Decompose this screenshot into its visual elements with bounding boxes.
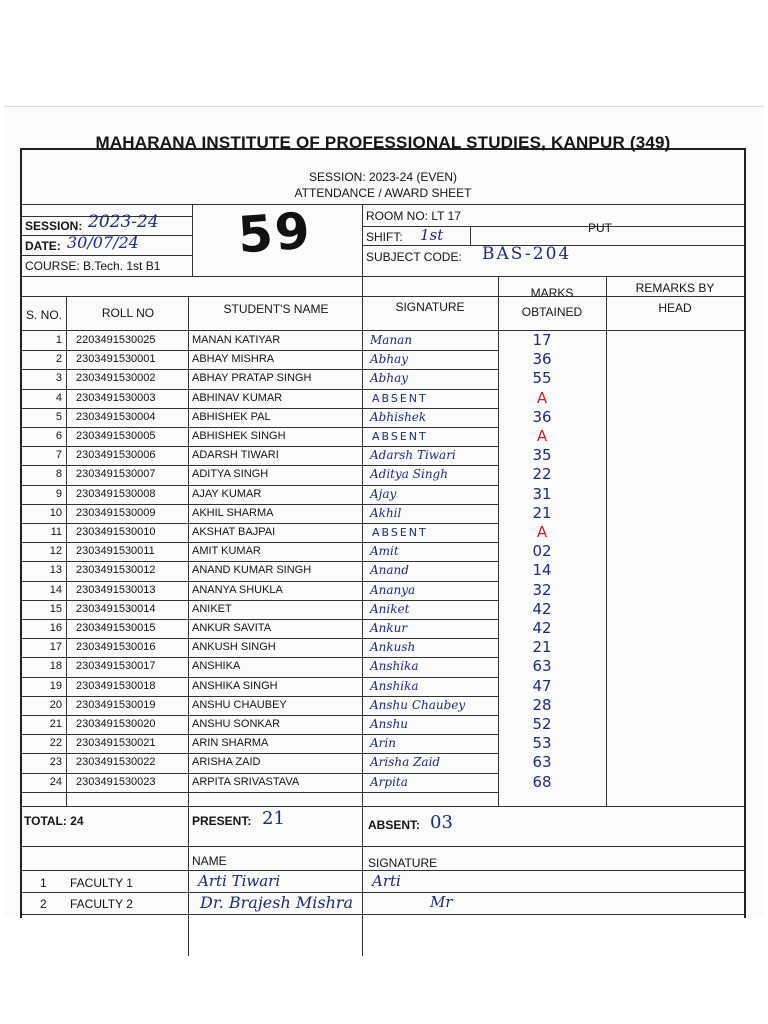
student-name: ANSHIKA <box>192 660 241 672</box>
marks-obtained: 31 <box>532 485 552 503</box>
session-line: SESSION: 2023-24 (EVEN) <box>308 170 458 184</box>
marks-obtained: 52 <box>532 715 552 733</box>
rule <box>470 226 471 246</box>
marks-obtained: 21 <box>532 638 552 656</box>
student-signature: ABSENT <box>372 392 428 405</box>
col-obtained: OBTAINED <box>521 305 583 319</box>
roll-number: 2303491530021 <box>76 737 156 749</box>
marks-obtained: 36 <box>532 350 552 368</box>
student-name: ABHAY PRATAP SINGH <box>192 372 312 384</box>
serial-number: 9 <box>55 488 62 500</box>
student-signature: Arin <box>370 736 396 750</box>
marks-obtained: 42 <box>532 619 552 637</box>
faculty-sno: 2 <box>40 897 47 911</box>
rule <box>362 276 363 956</box>
student-name: ABHISHEK PAL <box>192 411 271 423</box>
roll-number: 2303491530004 <box>76 411 156 423</box>
serial-number: 1 <box>55 334 62 346</box>
student-signature: Manan <box>370 333 413 347</box>
student-name: ANKUR SAVITA <box>192 622 272 634</box>
student-name: ANKUSH SINGH <box>192 641 276 653</box>
serial-number: 13 <box>49 564 62 576</box>
roll-number: 2303491530023 <box>76 776 156 788</box>
student-signature: Abhay <box>370 371 409 385</box>
roll-number: 2303491530016 <box>76 641 156 653</box>
student-name: AKHIL SHARMA <box>192 507 274 519</box>
student-signature: Anshika <box>370 679 419 693</box>
shift-value: 1st <box>420 226 444 244</box>
roll-number: 2303491530007 <box>76 468 156 480</box>
marks-obtained: 14 <box>532 561 552 579</box>
student-signature: Abhay <box>370 352 409 366</box>
present-value: 21 <box>262 808 285 829</box>
student-signature: Ajay <box>370 487 397 501</box>
rule <box>498 276 499 806</box>
roll-number: 2303491530014 <box>76 603 156 615</box>
student-signature: Anshu <box>370 717 409 731</box>
rule <box>22 276 744 277</box>
marks-obtained: 42 <box>532 600 552 618</box>
roll-number: 2303491530001 <box>76 353 156 365</box>
subject-code-value: BAS-204 <box>482 244 572 264</box>
roll-number: 2303491530022 <box>76 756 156 768</box>
roll-number: 2303491530002 <box>76 372 156 384</box>
student-signature: Arisha Zaid <box>370 755 441 769</box>
marks-obtained: 35 <box>532 446 552 464</box>
faculty-sno: 1 <box>40 876 47 890</box>
student-name: ARISHA ZAID <box>192 756 261 768</box>
roll-number: 2303491530012 <box>76 564 156 576</box>
date-value: 30/07/24 <box>67 233 139 252</box>
serial-number: 8 <box>55 468 62 480</box>
roll-number: 2303491530005 <box>76 430 156 442</box>
serial-number: 14 <box>49 584 62 596</box>
student-name: ANSHU SONKAR <box>192 718 281 730</box>
student-name: MANAN KATIYAR <box>192 334 281 346</box>
student-name: ANIKET <box>192 603 232 615</box>
student-signature: Abhishek <box>370 410 427 424</box>
rule <box>22 914 744 915</box>
absent-value: 03 <box>430 812 453 833</box>
faculty-signature: Arti <box>372 872 401 890</box>
serial-number: 22 <box>49 737 62 749</box>
absent-label: ABSENT: <box>368 818 421 832</box>
serial-number: 12 <box>49 545 62 557</box>
rule <box>66 296 67 806</box>
marks-obtained: 53 <box>532 734 552 752</box>
serial-number: 15 <box>49 603 62 615</box>
course-label: COURSE: B.Tech. 1st B1 <box>25 259 161 273</box>
serial-number: 4 <box>55 392 62 404</box>
student-signature: Akhil <box>370 506 402 520</box>
rule <box>22 846 744 847</box>
marks-obtained: 02 <box>532 542 552 560</box>
col-name: STUDENT'S NAME <box>223 302 329 316</box>
col-signature: SIGNATURE <box>395 300 465 314</box>
student-signature: Aditya Singh <box>370 467 448 481</box>
roll-number: 2303491530015 <box>76 622 156 634</box>
rule <box>22 892 744 893</box>
serial-number: 23 <box>49 756 62 768</box>
student-name: ADITYA SINGH <box>192 468 269 480</box>
student-name: ANAND KUMAR SINGH <box>192 564 312 576</box>
subject-code-label: SUBJECT CODE: <box>366 250 462 264</box>
roll-number: 2203491530025 <box>76 334 156 346</box>
student-signature: Ankur <box>370 621 408 635</box>
roll-number: 2303491530003 <box>76 392 156 404</box>
rule <box>22 870 744 871</box>
serial-number: 19 <box>49 680 62 692</box>
rule <box>606 276 607 806</box>
student-signature: Amit <box>370 544 399 558</box>
put-label: PUT <box>588 221 612 235</box>
col-marks: MARKS <box>530 286 574 300</box>
serial-number: 10 <box>49 507 62 519</box>
student-signature: Ankush <box>370 640 416 654</box>
shift-label: SHIFT: <box>366 230 403 244</box>
rule <box>192 204 193 276</box>
student-name: AKSHAT BAJPAI <box>192 526 276 538</box>
present-label: PRESENT: <box>192 814 252 828</box>
faculty-label: FACULTY 1 <box>70 876 133 890</box>
date-label: DATE: <box>25 239 61 253</box>
roll-number: 2303491530019 <box>76 699 156 711</box>
serial-number: 18 <box>49 660 62 672</box>
marks-obtained: A <box>536 523 548 541</box>
serial-number: 11 <box>50 526 62 538</box>
total-count: TOTAL: 24 <box>24 814 84 828</box>
row-rule <box>22 792 498 793</box>
marks-obtained: 63 <box>532 753 552 771</box>
student-signature: Anshika <box>370 659 419 673</box>
marks-obtained: 21 <box>532 504 552 522</box>
serial-number: 24 <box>49 776 62 788</box>
student-name: ANSHU CHAUBEY <box>192 699 287 711</box>
marks-obtained: A <box>536 389 548 407</box>
faculty-signature-header: SIGNATURE <box>368 856 438 870</box>
rule <box>22 806 744 807</box>
faculty-name-header: NAME <box>192 854 227 868</box>
rule <box>22 255 192 256</box>
student-name: ANANYA SHUKLA <box>192 584 283 596</box>
faculty-name: Arti Tiwari <box>198 872 281 890</box>
student-name: AJAY KUMAR <box>192 488 262 500</box>
session-label: SESSION: <box>25 219 83 233</box>
student-signature: Aniket <box>370 602 410 616</box>
serial-number: 20 <box>49 699 62 711</box>
col-remarks: REMARKS BY <box>635 281 715 295</box>
marks-obtained: 63 <box>532 657 552 675</box>
sheet-type: ATTENDANCE / AWARD SHEET <box>294 186 472 200</box>
serial-number: 16 <box>49 622 62 634</box>
roll-number: 2303491530011 <box>76 545 155 557</box>
marks-obtained: 17 <box>532 331 552 349</box>
rule <box>22 204 744 205</box>
rule <box>362 204 363 276</box>
student-name: ANSHIKA SINGH <box>192 680 278 692</box>
serial-number: 5 <box>55 411 62 423</box>
student-name: ABHISHEK SINGH <box>192 430 286 442</box>
serial-number: 17 <box>49 641 62 653</box>
room-label: ROOM NO: LT 17 <box>366 209 461 223</box>
serial-number: 21 <box>49 718 62 730</box>
roll-number: 2303491530009 <box>76 507 156 519</box>
student-signature: Arpita <box>370 775 408 789</box>
serial-number: 6 <box>55 430 62 442</box>
marks-obtained: 68 <box>532 773 552 791</box>
faculty-label: FACULTY 2 <box>70 897 133 911</box>
handwritten-number: 59 <box>236 201 314 265</box>
session-value: 2023-24 <box>88 212 159 232</box>
student-name: ABHAY MISHRA <box>192 353 275 365</box>
serial-number: 3 <box>55 372 62 384</box>
marks-obtained: A <box>536 427 548 445</box>
marks-obtained: 32 <box>532 581 552 599</box>
roll-number: 2303491530020 <box>76 718 156 730</box>
roll-number: 2303491530008 <box>76 488 156 500</box>
serial-number: 2 <box>55 353 62 365</box>
roll-number: 2303491530010 <box>76 526 156 538</box>
student-name: ARPITA SRIVASTAVA <box>192 776 300 788</box>
marks-obtained: 47 <box>532 677 552 695</box>
student-signature: Ananya <box>370 583 416 597</box>
student-name: AMIT KUMAR <box>192 545 261 557</box>
marks-obtained: 22 <box>532 465 552 483</box>
roll-number: 2303491530013 <box>76 584 156 596</box>
student-name: ADARSH TIWARI <box>192 449 279 461</box>
serial-number: 7 <box>55 449 62 461</box>
roll-number: 2303491530017 <box>76 660 156 672</box>
marks-obtained: 36 <box>532 408 552 426</box>
rule <box>22 296 744 297</box>
student-name: ARIN SHARMA <box>192 737 269 749</box>
roll-number: 2303491530018 <box>76 680 156 692</box>
roll-number: 2303491530006 <box>76 449 156 461</box>
rule <box>188 296 189 956</box>
student-name: ABHINAV KUMAR <box>192 392 283 404</box>
student-signature: ABSENT <box>372 430 428 443</box>
faculty-name: Dr. Brajesh Mishra <box>200 893 354 912</box>
student-signature: ABSENT <box>372 526 428 539</box>
student-signature: Adarsh Tiwari <box>370 448 456 462</box>
student-signature: Anand <box>370 563 409 577</box>
institute-title: MAHARANA INSTITUTE OF PROFESSIONAL STUDIES, KANPUR (349) <box>95 133 671 152</box>
col-roll: ROLL NO <box>101 306 155 320</box>
student-signature: Anshu Chaubey <box>370 698 466 712</box>
faculty-signature: Mr <box>430 893 453 911</box>
col-head: HEAD <box>658 301 692 315</box>
col-sno: S. NO. <box>25 308 62 322</box>
marks-obtained: 55 <box>532 369 552 387</box>
marks-obtained: 28 <box>532 696 552 714</box>
